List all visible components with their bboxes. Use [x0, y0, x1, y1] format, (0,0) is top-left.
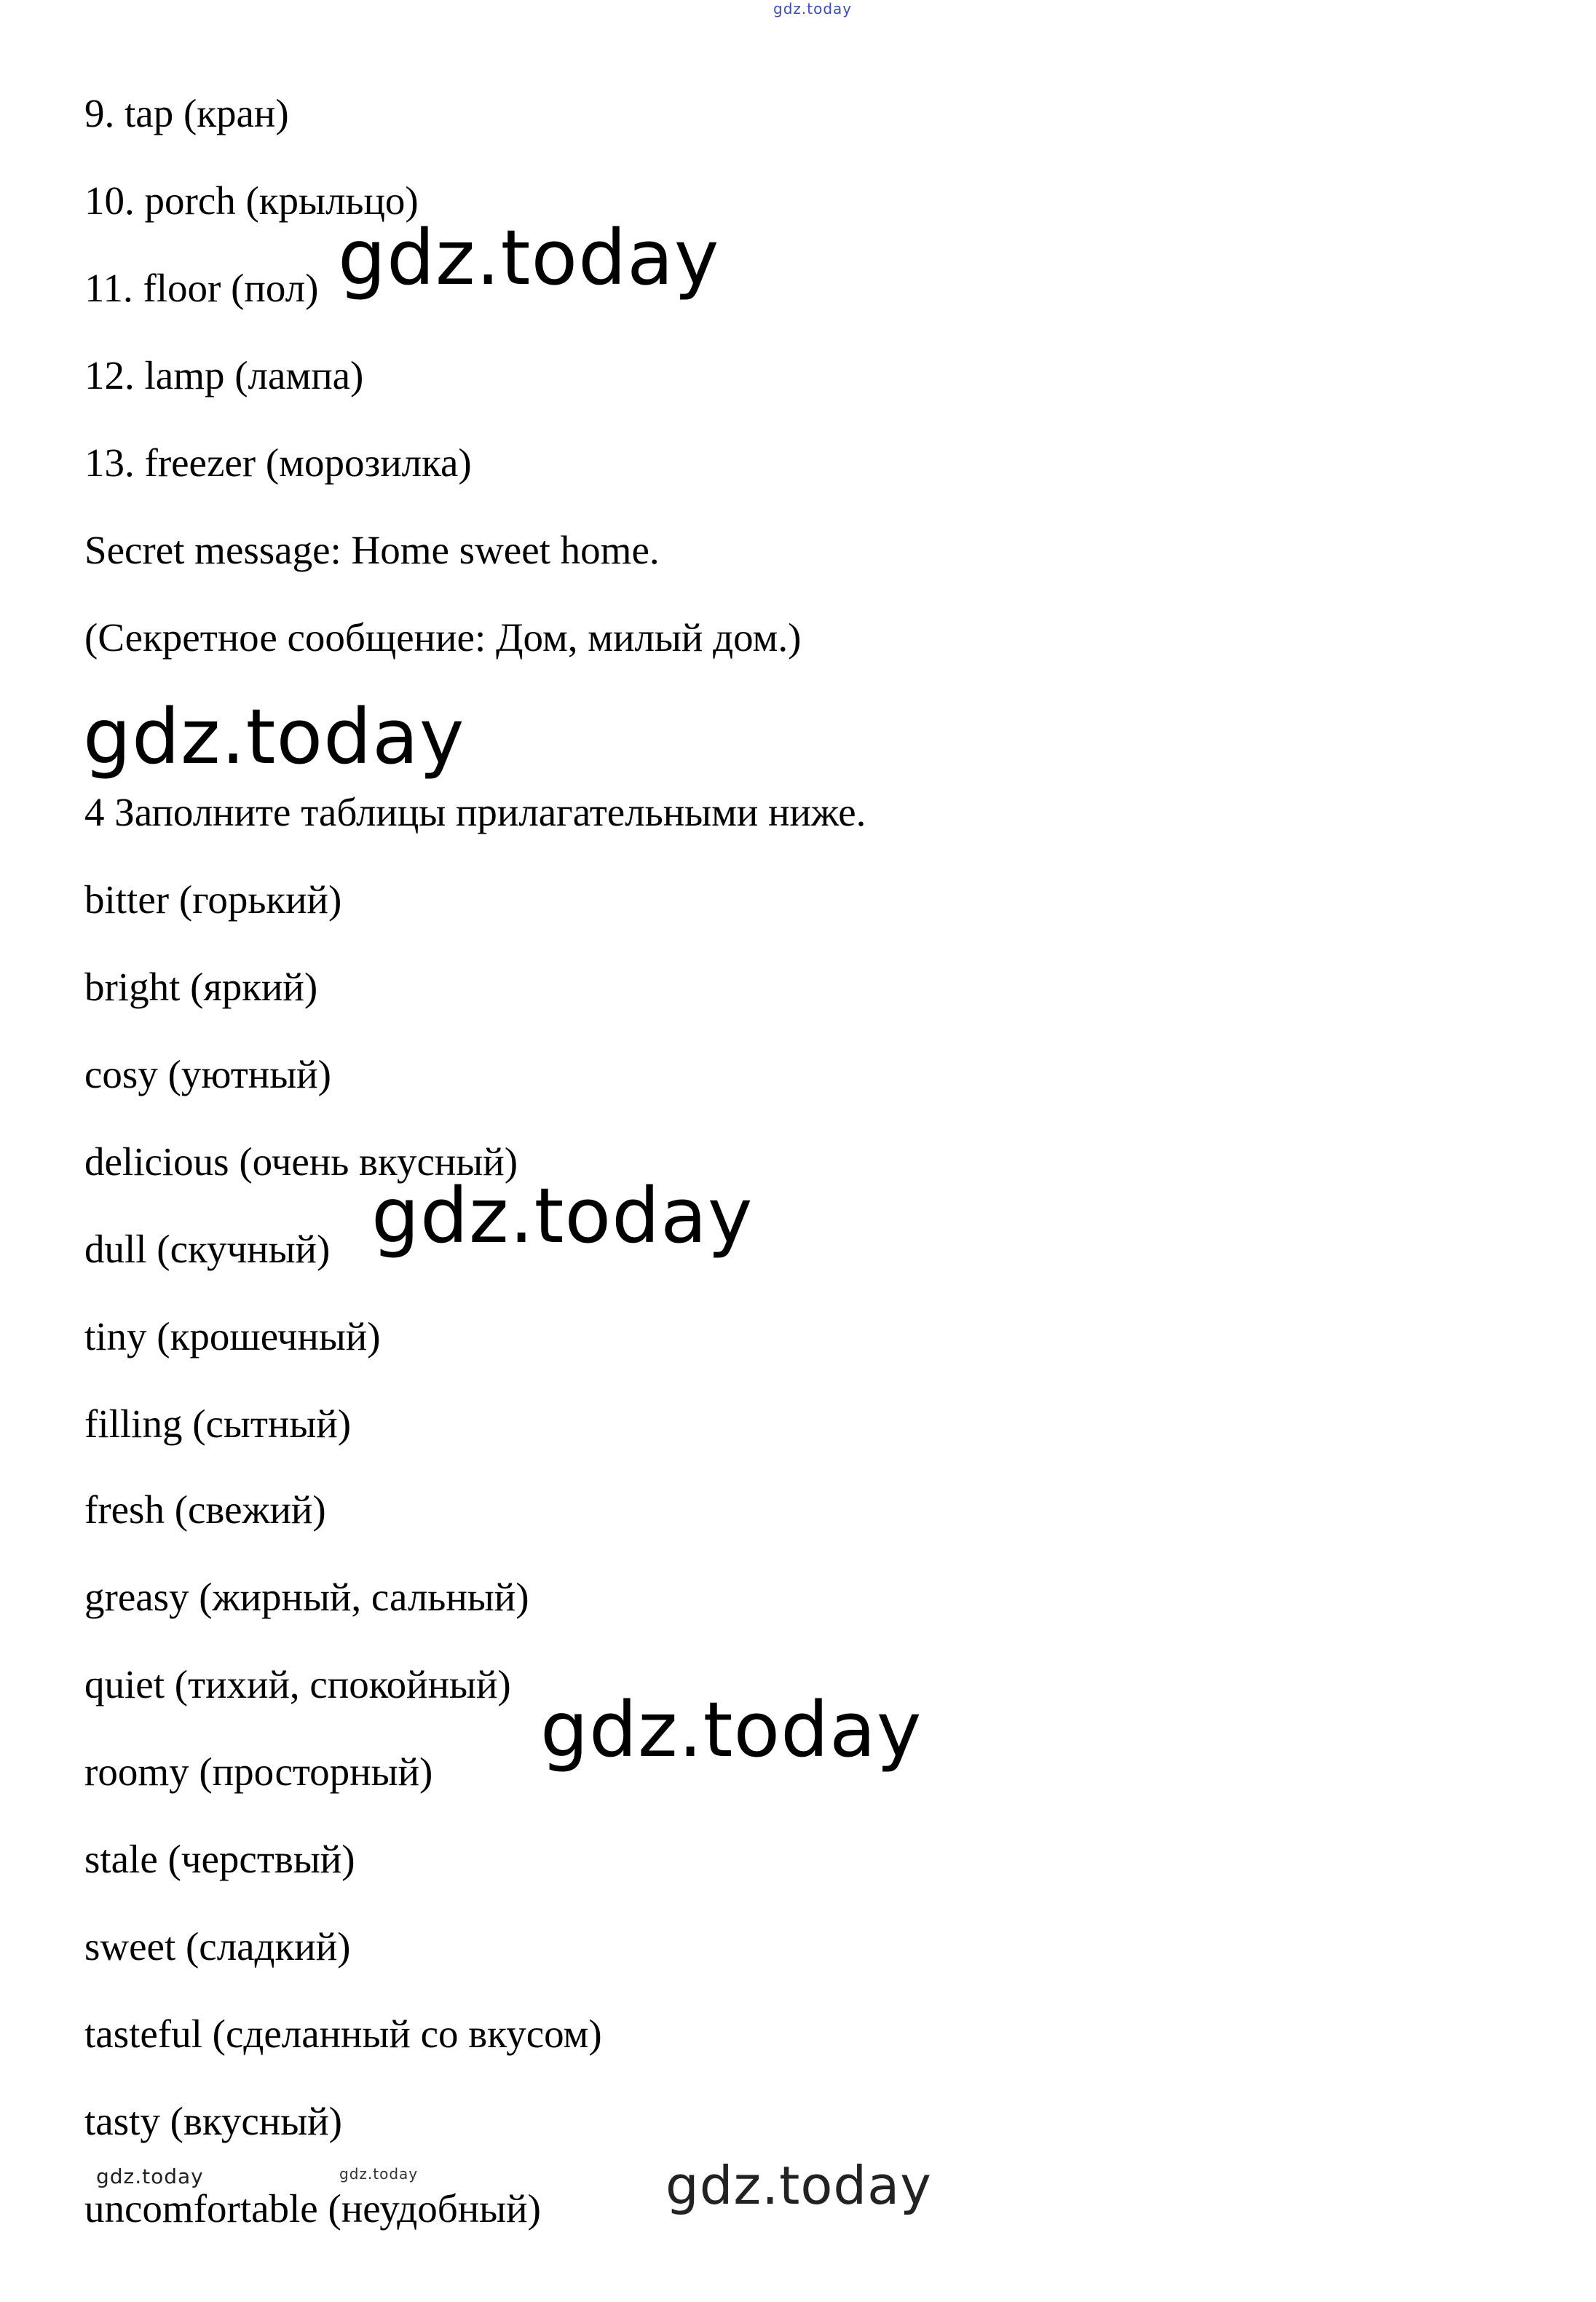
line-tap: 9. tap (кран) — [84, 91, 289, 135]
line-cosy: cosy (уютный) — [84, 1052, 331, 1096]
line-dull: dull (скучный) — [84, 1227, 331, 1271]
line-sweet: sweet (сладкий) — [84, 1924, 351, 1969]
line-freezer: 13. freezer (морозилка) — [84, 440, 472, 485]
line-lamp: 12. lamp (лампа) — [84, 353, 364, 397]
line-secret-message: Secret message: Home sweet home. — [84, 528, 660, 572]
line-tiny: tiny (крошечный) — [84, 1314, 381, 1358]
line-bright: bright (яркий) — [84, 965, 318, 1009]
watermark-large-3: gdz.today — [371, 1171, 754, 1260]
line-fresh: fresh (свежий) — [84, 1487, 326, 1532]
watermark-medium-bottom: gdz.today — [665, 2155, 932, 2216]
watermark-large-2: gdz.today — [83, 692, 465, 781]
watermark-tiny-1: gdz.today — [339, 2165, 419, 2183]
line-tasty: tasty (вкусный) — [84, 2099, 342, 2143]
watermark-small-1: gdz.today — [96, 2164, 204, 2188]
watermark-large-1: gdz.today — [338, 213, 720, 302]
line-secret-message-translation: (Секретное сообщение: Дом, милый дом.) — [84, 615, 802, 660]
line-greasy: greasy (жирный, сальный) — [84, 1575, 529, 1619]
line-filling: filling (сытный) — [84, 1401, 352, 1446]
line-bitter: bitter (горький) — [84, 877, 342, 922]
line-stale: stale (черствый) — [84, 1837, 355, 1881]
line-quiet: quiet (тихий, спокойный) — [84, 1662, 511, 1706]
line-delicious: delicious (очень вкусный) — [84, 1139, 518, 1184]
watermark-top: gdz.today — [773, 0, 853, 17]
watermark-large-4: gdz.today — [540, 1685, 923, 1774]
line-porch: 10. porch (крыльцо) — [84, 178, 419, 223]
line-floor: 11. floor (пол) — [84, 266, 319, 310]
task-heading: 4 Заполните таблицы прилагательными ниже. — [84, 790, 866, 834]
line-roomy: roomy (просторный) — [84, 1749, 433, 1794]
line-uncomfortable: uncomfortable (неудобный) — [84, 2186, 541, 2231]
line-tasteful: tasteful (сделанный со вкусом) — [84, 2012, 602, 2056]
